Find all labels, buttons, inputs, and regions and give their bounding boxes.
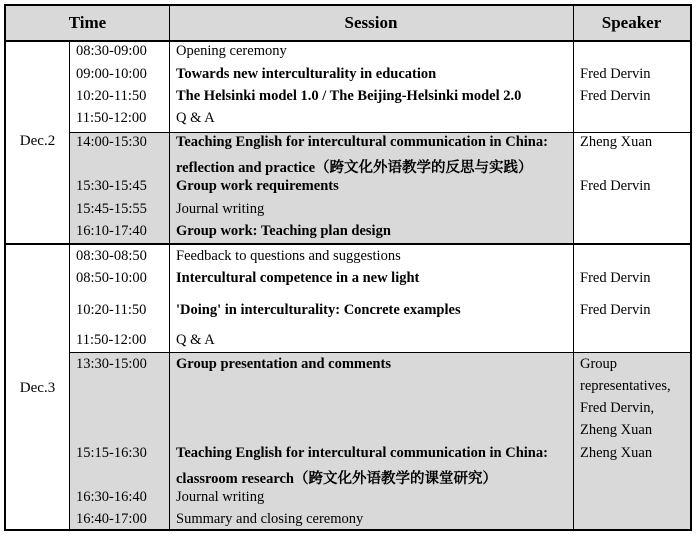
time-cell: 09:00-10:00 bbox=[76, 66, 147, 82]
session-cell: Journal writing bbox=[176, 201, 265, 217]
speaker-cell: Fred Dervin bbox=[580, 302, 651, 318]
time-cell: 10:20-11:50 bbox=[76, 302, 147, 318]
session-cell: Teaching English for intercultural communication in China: bbox=[176, 134, 548, 150]
divider-dec2-noon bbox=[69, 132, 690, 133]
time-cell: 16:40-17:00 bbox=[76, 511, 147, 527]
time-cell: 16:30-16:40 bbox=[76, 489, 147, 505]
session-cell: Teaching English for intercultural communication in China: bbox=[176, 445, 548, 461]
speaker-cell: Zheng Xuan bbox=[580, 422, 653, 438]
time-cell: 15:15-16:30 bbox=[76, 445, 147, 461]
time-cell: 13:30-15:00 bbox=[76, 356, 147, 372]
table-header bbox=[6, 6, 690, 42]
time-cell: 16:10-17:40 bbox=[76, 223, 147, 239]
day-label-dec3: Dec.3 bbox=[19, 380, 56, 396]
speaker-cell: Group bbox=[580, 356, 618, 372]
speaker-cell: representatives, bbox=[580, 378, 671, 394]
divider-day bbox=[69, 40, 70, 529]
time-cell: 15:45-15:55 bbox=[76, 201, 147, 217]
speaker-cell: Fred Dervin bbox=[580, 270, 651, 286]
speaker-cell: Zheng Xuan bbox=[580, 134, 653, 150]
time-cell: 11:50-12:00 bbox=[76, 110, 147, 126]
day-label-dec2: Dec.2 bbox=[19, 133, 56, 149]
session-cell: The Helsinki model 1.0 / The Beijing-Helsinki model 2.0 bbox=[176, 88, 522, 104]
divider-dec3-noon bbox=[69, 352, 690, 353]
speaker-cell: Fred Dervin, bbox=[580, 400, 655, 416]
session-cell: Group work requirements bbox=[176, 178, 339, 194]
session-cell: Feedback to questions and suggestions bbox=[176, 248, 401, 264]
divider-days bbox=[6, 243, 690, 245]
schedule-table bbox=[4, 4, 692, 531]
session-cell: Group work: Teaching plan design bbox=[176, 223, 391, 239]
header-time: Time bbox=[68, 13, 107, 32]
header-speaker: Speaker bbox=[601, 13, 662, 32]
speaker-cell: Fred Dervin bbox=[580, 66, 651, 82]
divider-session bbox=[573, 6, 574, 529]
session-cell: Q & A bbox=[176, 110, 215, 126]
session-cell: Towards new interculturality in education bbox=[176, 66, 437, 82]
speaker-cell: Zheng Xuan bbox=[580, 445, 653, 461]
time-cell: 10:20-11:50 bbox=[76, 88, 147, 104]
session-cell-line2: reflection and practice（跨文化外语教学的反思与实践） bbox=[176, 160, 533, 176]
session-cell: Intercultural competence in a new light bbox=[176, 270, 420, 286]
speaker-cell: Fred Dervin bbox=[580, 178, 651, 194]
time-cell: 15:30-15:45 bbox=[76, 178, 147, 194]
session-cell: Summary and closing ceremony bbox=[176, 511, 364, 527]
session-cell: Journal writing bbox=[176, 489, 265, 505]
session-cell: Group presentation and comments bbox=[176, 356, 391, 372]
time-cell: 11:50-12:00 bbox=[76, 332, 147, 348]
header-session: Session bbox=[344, 13, 398, 32]
time-cell: 08:30-09:00 bbox=[76, 43, 147, 59]
speaker-cell: Fred Dervin bbox=[580, 88, 651, 104]
session-cell-line2: classroom research（跨文化外语教学的课堂研究） bbox=[176, 471, 497, 487]
divider-time bbox=[169, 6, 170, 529]
time-cell: 08:50-10:00 bbox=[76, 270, 147, 286]
time-cell: 08:30-08:50 bbox=[76, 248, 147, 264]
session-cell: Opening ceremony bbox=[176, 43, 287, 59]
time-cell: 14:00-15:30 bbox=[76, 134, 147, 150]
session-cell: 'Doing' in interculturality: Concrete examples bbox=[176, 302, 461, 318]
session-cell: Q & A bbox=[176, 332, 215, 348]
